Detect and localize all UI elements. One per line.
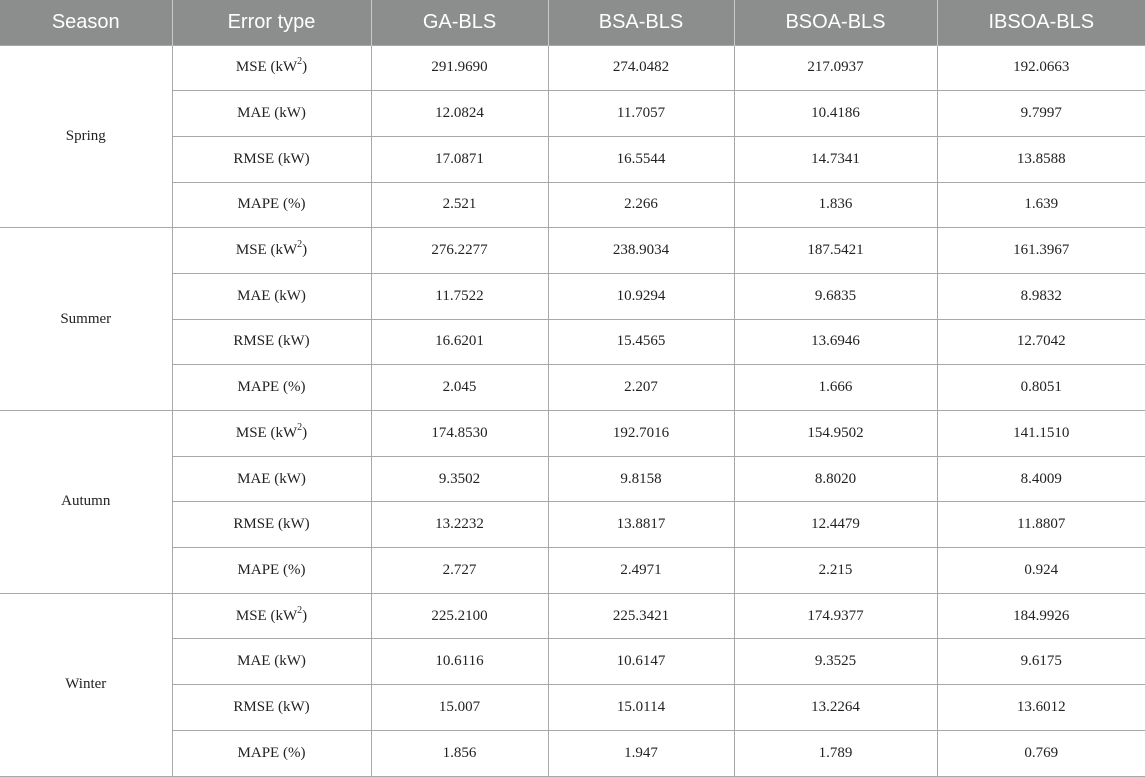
value-cell: 9.3525 (734, 639, 937, 685)
error-type-label: MSE (kW (235, 607, 298, 624)
table-row (0, 273, 1145, 319)
header-row (0, 0, 1145, 45)
table-row (0, 319, 1145, 365)
error-type-label: MAPE (%) (237, 744, 306, 761)
value-cell: 10.6116 (371, 639, 548, 685)
table-row (0, 365, 1145, 411)
error-type-cell (172, 91, 371, 137)
error-type-cell (172, 456, 371, 502)
value-cell: 217.0937 (734, 45, 937, 91)
value-cell: 174.9377 (734, 593, 937, 639)
table-row (0, 136, 1145, 182)
unit-suffix: ) (302, 242, 308, 259)
error-type-label: MSE (kW (235, 242, 298, 259)
value-cell: 15.4565 (548, 319, 734, 365)
error-type-label: MAPE (%) (237, 379, 306, 396)
table-header (0, 0, 1145, 45)
value-cell: 14.7341 (734, 136, 937, 182)
value-cell: 12.7042 (937, 319, 1145, 365)
value-cell: 16.5544 (548, 136, 734, 182)
value-cell: 2.045 (371, 365, 548, 411)
value-cell: 9.6175 (937, 639, 1145, 685)
table-row (0, 730, 1145, 776)
header-ibsoa-bls: IBSOA-BLS (937, 0, 1145, 45)
value-cell: 11.7057 (548, 91, 734, 137)
error-type-label: RMSE (kW) (233, 333, 310, 350)
value-cell: 184.9926 (937, 593, 1145, 639)
error-type-label: MAPE (%) (237, 561, 306, 578)
value-cell: 225.2100 (371, 593, 548, 639)
header-bsoa-bls: BSOA-BLS (734, 0, 937, 45)
value-cell: 9.6835 (734, 273, 937, 319)
value-cell: 1.836 (734, 182, 937, 228)
value-cell: 1.789 (734, 730, 937, 776)
value-cell: 2.215 (734, 548, 937, 594)
value-cell: 10.4186 (734, 91, 937, 137)
value-cell: 291.9690 (371, 45, 548, 91)
value-cell: 187.5421 (734, 228, 937, 274)
value-cell: 9.3502 (371, 456, 548, 502)
table-row (0, 91, 1145, 137)
unit-exponent: 2 (297, 421, 303, 433)
unit-exponent: 2 (297, 56, 303, 68)
value-cell: 141.1510 (937, 411, 1145, 457)
value-cell: 10.6147 (548, 639, 734, 685)
error-type-label: MSE (kW (235, 59, 298, 76)
error-type-cell (172, 639, 371, 685)
value-cell: 174.8530 (371, 411, 548, 457)
error-type-cell (172, 136, 371, 182)
error-type-label: MSE (kW (235, 424, 298, 441)
error-type-cell (172, 45, 371, 91)
error-type-label: RMSE (kW) (233, 698, 310, 715)
error-type-label: RMSE (kW) (233, 150, 310, 167)
unit-exponent: 2 (297, 239, 303, 251)
value-cell: 13.8817 (548, 502, 734, 548)
error-type-cell (172, 365, 371, 411)
value-cell: 17.0871 (371, 136, 548, 182)
table-row (0, 228, 1145, 274)
value-cell: 13.8588 (937, 136, 1145, 182)
value-cell: 12.4479 (734, 502, 937, 548)
header-error-type: Error type (172, 0, 371, 45)
unit-suffix: ) (302, 424, 308, 441)
error-type-label: MAPE (%) (237, 196, 306, 213)
value-cell: 13.2264 (734, 685, 937, 731)
table-row (0, 639, 1145, 685)
value-cell: 274.0482 (548, 45, 734, 91)
table-row (0, 502, 1145, 548)
value-cell: 192.7016 (548, 411, 734, 457)
value-cell: 154.9502 (734, 411, 937, 457)
header-ga-bls: GA-BLS (371, 0, 548, 45)
error-type-cell (172, 228, 371, 274)
value-cell: 9.8158 (548, 456, 734, 502)
value-cell: 13.6012 (937, 685, 1145, 731)
error-type-cell (172, 273, 371, 319)
error-type-label: MAE (kW) (237, 470, 306, 487)
value-cell: 0.8051 (937, 365, 1145, 411)
value-cell: 0.924 (937, 548, 1145, 594)
table-row (0, 593, 1145, 639)
value-cell: 15.007 (371, 685, 548, 731)
value-cell: 16.6201 (371, 319, 548, 365)
table-row (0, 456, 1145, 502)
value-cell: 13.2232 (371, 502, 548, 548)
table-row (0, 45, 1145, 91)
value-cell: 13.6946 (734, 319, 937, 365)
value-cell: 238.9034 (548, 228, 734, 274)
value-cell: 192.0663 (937, 45, 1145, 91)
value-cell: 8.9832 (937, 273, 1145, 319)
table-row (0, 685, 1145, 731)
season-cell: Winter (0, 593, 172, 776)
value-cell: 10.9294 (548, 273, 734, 319)
unit-exponent: 2 (297, 604, 303, 616)
table-row (0, 548, 1145, 594)
value-cell: 276.2277 (371, 228, 548, 274)
value-cell: 1.856 (371, 730, 548, 776)
header-season: Season (51, 10, 120, 33)
value-cell: 12.0824 (371, 91, 548, 137)
error-type-cell (172, 411, 371, 457)
table-row (0, 411, 1145, 457)
error-type-label: RMSE (kW) (233, 516, 310, 533)
value-cell: 11.7522 (371, 273, 548, 319)
error-type-cell (172, 182, 371, 228)
error-type-cell (172, 548, 371, 594)
error-type-label: MAE (kW) (237, 105, 306, 122)
error-type-label: MAE (kW) (237, 287, 306, 304)
error-type-cell (172, 730, 371, 776)
value-cell: 2.207 (548, 365, 734, 411)
value-cell: 2.266 (548, 182, 734, 228)
value-cell: 2.521 (371, 182, 548, 228)
table-body (0, 45, 1145, 776)
value-cell: 0.769 (937, 730, 1145, 776)
unit-suffix: ) (302, 59, 308, 76)
value-cell: 11.8807 (937, 502, 1145, 548)
value-cell: 9.7997 (937, 91, 1145, 137)
error-type-cell (172, 593, 371, 639)
error-type-cell (172, 685, 371, 731)
value-cell: 1.639 (937, 182, 1145, 228)
error-type-cell (172, 319, 371, 365)
season-cell: Summer (0, 228, 172, 411)
value-cell: 2.727 (371, 548, 548, 594)
season-cell: Autumn (0, 411, 172, 594)
value-cell: 1.947 (548, 730, 734, 776)
value-cell: 8.8020 (734, 456, 937, 502)
value-cell: 225.3421 (548, 593, 734, 639)
value-cell: 1.666 (734, 365, 937, 411)
value-cell: 8.4009 (937, 456, 1145, 502)
unit-suffix: ) (302, 607, 308, 624)
value-cell: 2.4971 (548, 548, 734, 594)
error-type-cell (172, 502, 371, 548)
value-cell: 15.0114 (548, 685, 734, 731)
error-type-label: MAE (kW) (237, 653, 306, 670)
table-row (0, 182, 1145, 228)
header-bsa-bls: BSA-BLS (548, 0, 734, 45)
value-cell: 161.3967 (937, 228, 1145, 274)
season-cell: Spring (0, 45, 172, 228)
